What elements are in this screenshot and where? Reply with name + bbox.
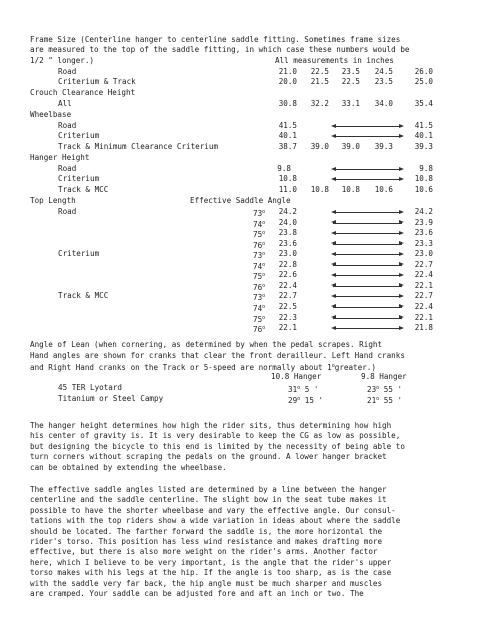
row-label: Criterium bbox=[58, 174, 100, 183]
text-line: possible to have the shorter wheelbase and vary the effective angle. Our consul- bbox=[30, 505, 396, 515]
value-cell: 41.5 bbox=[414, 121, 433, 130]
value-cell: 22.7 bbox=[414, 291, 433, 301]
value-cell: 22.1 bbox=[278, 323, 297, 333]
value-cell: 33.1 bbox=[341, 99, 360, 108]
value-cell: 30.8 bbox=[278, 99, 297, 108]
value-cell: 34.0 bbox=[374, 99, 393, 108]
text-line: with the saddle very far back, the hip angle must be much sharper and muscles bbox=[30, 578, 383, 588]
value-cell: 40.1 bbox=[414, 131, 433, 140]
row-label: Road bbox=[58, 121, 77, 130]
lean-header: 9.8 Hanger bbox=[361, 372, 407, 381]
lean-row-label: 45 TER Lyotard bbox=[58, 383, 123, 392]
value-cell: 22.5 bbox=[310, 67, 329, 76]
value-cell: 23.0 bbox=[414, 249, 433, 259]
row-label: All bbox=[58, 99, 72, 108]
value-cell: 20.0 bbox=[278, 77, 297, 86]
range-arrow bbox=[331, 174, 404, 184]
saddle-angle: 74$^o$ bbox=[253, 303, 266, 313]
lean-cell: 21$^o$ 55 ' bbox=[367, 396, 403, 405]
lean-line: Angle of Lean (when cornering, as determined by when the pedal scrapes. Right bbox=[30, 340, 383, 349]
value-cell: 23.0 bbox=[278, 249, 297, 259]
range-arrow bbox=[331, 164, 404, 174]
value-cell: 21.0 bbox=[278, 67, 297, 76]
section-heading: Crouch Clearance Height bbox=[30, 88, 136, 97]
saddle-angle: 73$^o$ bbox=[253, 209, 266, 218]
value-cell: 23.6 bbox=[278, 238, 297, 248]
value-cell: 39.0 bbox=[341, 142, 360, 151]
range-arrow bbox=[331, 228, 404, 238]
group-label: Criterium bbox=[58, 249, 100, 259]
value-cell: 40.1 bbox=[278, 131, 297, 140]
range-arrow bbox=[331, 281, 404, 291]
value-cell: 10.6 bbox=[414, 185, 433, 194]
value-cell: 22.3 bbox=[278, 312, 297, 322]
row-label: Track & Minimum Clearance Criterium bbox=[58, 142, 219, 151]
text-line: his center of gravity is. It is very desirable to keep the CG as low as possible, bbox=[30, 431, 401, 441]
value-cell: 22.5 bbox=[278, 301, 297, 311]
text-line: centerline and the saddle centerline. The slight bow in the seat tube makes it bbox=[30, 495, 387, 505]
range-arrow bbox=[331, 313, 404, 323]
text-line: The effective saddle angles listed are determined by a line between the hanger bbox=[30, 485, 387, 494]
range-arrow bbox=[331, 131, 404, 141]
value-cell: 41.5 bbox=[278, 121, 297, 130]
value-cell: 23.5 bbox=[374, 77, 393, 86]
saddle-angle: 75$^o$ bbox=[253, 272, 266, 282]
value-cell: 22.5 bbox=[341, 77, 360, 86]
paragraph-saddle bbox=[30, 485, 468, 599]
units-note: All measurements in inches bbox=[275, 56, 394, 65]
range-arrow bbox=[331, 218, 404, 228]
value-cell: 21.5 bbox=[310, 77, 329, 86]
value-cell: 10.8 bbox=[414, 174, 433, 183]
text-line: The hanger height determines how high the rider sits, thus determining how high bbox=[30, 421, 392, 430]
column-heading: Effective Saddle Angle bbox=[190, 196, 291, 205]
value-cell: 22.1 bbox=[414, 312, 433, 322]
value-cell: 32.2 bbox=[310, 99, 329, 108]
value-cell: 22.8 bbox=[278, 259, 297, 269]
value-cell: 24.0 bbox=[278, 217, 297, 227]
saddle-angle: 76$^o$ bbox=[253, 325, 266, 335]
lean-cell: 31$^o$ 5 ' bbox=[288, 385, 319, 394]
paragraph-hanger bbox=[30, 421, 468, 473]
value-cell: 21.8 bbox=[414, 323, 433, 333]
saddle-angle: 75$^o$ bbox=[253, 230, 266, 240]
text-line: tations with the top riders show a wide variation in ideas about where the saddle bbox=[30, 516, 401, 526]
text-line: here, which I believe to be very important, is the angle that the rider's upper bbox=[30, 557, 392, 567]
group-label: Road bbox=[58, 207, 77, 216]
group-label: Track & MCC bbox=[58, 291, 109, 301]
value-cell: 38.7 bbox=[278, 142, 297, 151]
saddle-angle: 74$^o$ bbox=[253, 219, 266, 229]
saddle-angle: 76$^o$ bbox=[253, 240, 266, 250]
text-line: are cramped. Your saddle can be adjusted fore and aft an inch or two. The bbox=[30, 589, 364, 599]
value-cell: 39.3 bbox=[414, 142, 433, 151]
lean-line: Hand angles are shown for cranks that clear the front derailleur. Left Hand cranks bbox=[30, 351, 405, 360]
saddle-angle: 75$^o$ bbox=[253, 314, 266, 324]
value-cell: 9.8 bbox=[277, 164, 291, 173]
value-cell: 11.0 bbox=[278, 185, 297, 194]
value-cell: 10.8 bbox=[310, 185, 329, 194]
value-cell: 10.8 bbox=[278, 174, 297, 183]
value-cell: 22.6 bbox=[278, 270, 297, 280]
lean-cell: 29$^o$ 15 ' bbox=[288, 396, 324, 405]
row-label: Criterium bbox=[58, 131, 100, 140]
intro-line: 1/2 " longer.) bbox=[30, 56, 95, 65]
value-cell: 25.0 bbox=[414, 77, 433, 86]
value-cell: 10.8 bbox=[341, 185, 360, 194]
row-label: Track & MCC bbox=[58, 185, 109, 194]
value-cell: 22.4 bbox=[414, 301, 433, 311]
value-cell: 23.6 bbox=[414, 228, 433, 238]
lean-header: 10.8 Hanger bbox=[271, 372, 322, 381]
value-cell: 9.8 bbox=[419, 164, 433, 173]
value-cell: 24.5 bbox=[374, 67, 393, 76]
value-cell: 22.4 bbox=[278, 280, 297, 290]
range-arrow bbox=[331, 270, 404, 280]
text-line: turn corners without scraping the pedals on the ground. A lower hanger bracket bbox=[30, 452, 387, 462]
value-cell: 24.2 bbox=[414, 207, 433, 216]
lean-row-label: Titanium or Steel Campy bbox=[58, 394, 164, 403]
value-cell: 35.4 bbox=[414, 99, 433, 108]
section-heading: Top Length bbox=[30, 196, 76, 205]
lean-cell: 23$^o$ 55 ' bbox=[367, 385, 403, 394]
value-cell: 39.0 bbox=[310, 142, 329, 151]
text-line: but designing the bicycle to this end is limited by the necessity of being able to bbox=[30, 441, 405, 451]
saddle-angle: 76$^o$ bbox=[253, 282, 266, 292]
section-heading: Hanger Height bbox=[30, 153, 90, 162]
text-line: effective, but there is also more weight on the rider's arms. Another factor bbox=[30, 547, 378, 557]
saddle-angle: 73$^o$ bbox=[253, 293, 266, 303]
section-heading: Wheelbase bbox=[30, 110, 72, 119]
range-arrow bbox=[331, 291, 404, 301]
value-cell: 22.4 bbox=[414, 270, 433, 280]
value-cell: 23.8 bbox=[278, 228, 297, 238]
range-arrow bbox=[331, 260, 404, 270]
intro-line: are measured to the top of the saddle fitting, in which case these numbers would be bbox=[30, 45, 410, 54]
row-label: Road bbox=[58, 67, 77, 76]
value-cell: 26.0 bbox=[414, 67, 433, 76]
value-cell: 23.3 bbox=[414, 238, 433, 248]
value-cell: 10.6 bbox=[374, 185, 393, 194]
saddle-angle: 74$^o$ bbox=[253, 261, 266, 271]
text-line: should be located. The farther forward the saddle is, the more horizontal the bbox=[30, 526, 383, 536]
value-cell: 39.3 bbox=[374, 142, 393, 151]
range-arrow bbox=[331, 239, 404, 249]
value-cell: 22.7 bbox=[414, 259, 433, 269]
saddle-angle: 73$^o$ bbox=[253, 251, 266, 261]
value-cell: 23.9 bbox=[414, 217, 433, 227]
value-cell: 24.2 bbox=[278, 207, 297, 216]
value-cell: 22.1 bbox=[414, 280, 433, 290]
text-line: torso makes with his legs at the hip. If the angle is too sharp, as is the case bbox=[30, 568, 392, 578]
text-line: rider's torso. This position has less wind resistance and makes drafting more bbox=[30, 537, 383, 547]
range-arrow bbox=[331, 323, 404, 333]
value-cell: 23.5 bbox=[341, 67, 360, 76]
range-arrow bbox=[331, 207, 404, 217]
range-arrow bbox=[331, 302, 404, 312]
lean-line: and Right Hand cranks on the Track or 5-speed are normally about 1$^o$greater.) bbox=[30, 363, 376, 372]
row-label: Criterium & Track bbox=[58, 77, 136, 86]
text-line: can be obtained by extending the wheelbase. bbox=[30, 462, 227, 472]
intro-line: Frame Size (Centerline hanger to centerline saddle fitting. Sometimes frame sizes bbox=[30, 35, 401, 44]
range-arrow bbox=[331, 121, 404, 131]
row-label: Road bbox=[58, 164, 77, 173]
range-arrow bbox=[331, 249, 404, 259]
value-cell: 22.7 bbox=[278, 291, 297, 301]
